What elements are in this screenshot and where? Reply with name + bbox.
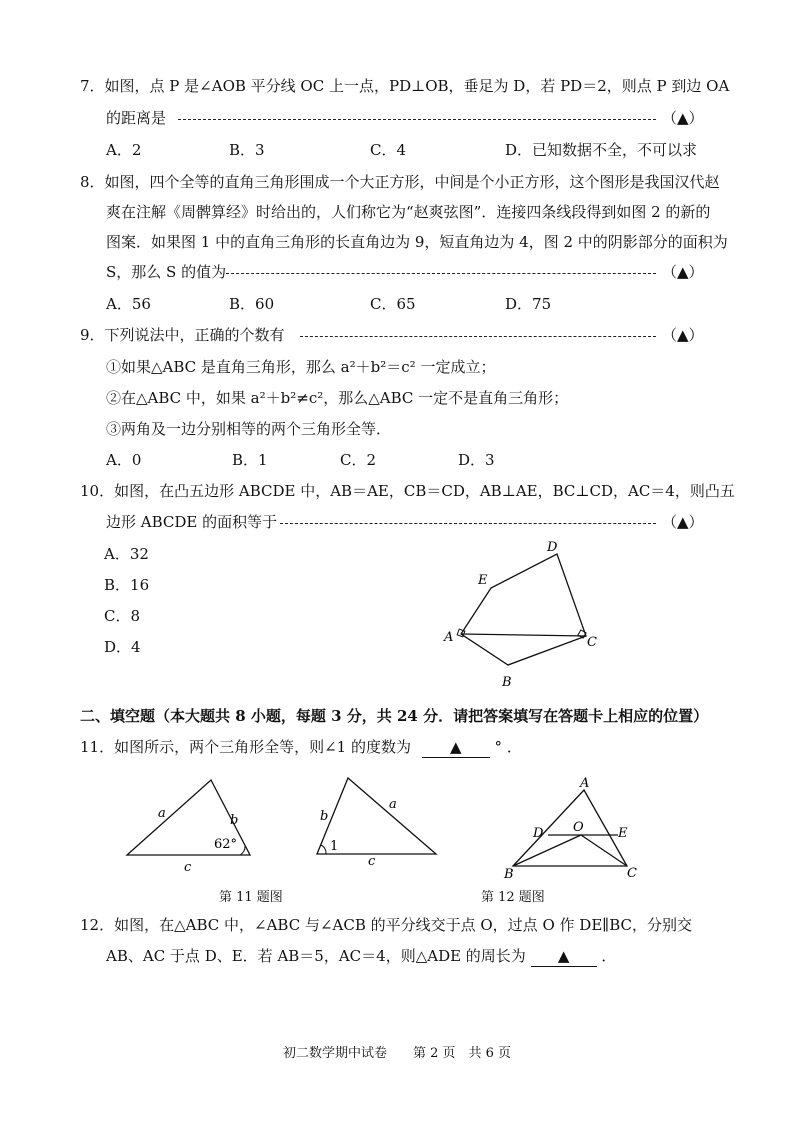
q10-option-c: C．8 [104,607,141,625]
q7-option-c: C．4 [370,141,407,159]
section-2-heading: 二、填空题（本大题共 8 小题，每题 3 分，共 24 分．请把答案填写在答题卡上相应的位置） [80,707,709,725]
q9-option-a: A．0 [106,451,142,469]
q8-option-c: C．65 [370,295,416,313]
q12-triangle-figure [500,774,650,884]
q11-answer-blank: ▲ [422,737,490,758]
q10-label-b: B [502,675,512,690]
q7-option-b: B．3 [229,141,265,159]
q11-tri2-label-a: a [389,797,397,812]
q11-text [80,737,522,758]
q11-caption: 第 11 题图 [219,890,283,905]
q11-tri1-label-a: a [158,806,166,821]
q8-line1: 8．如图，四个全等的直角三角形围成一个大正方形，中间是个小正方形，这个图形是我国汉代赵 [80,173,720,191]
q9-statement-1: ①如果△ABC 是直角三角形，那么 a²＋b²＝c² 一定成立； [106,358,496,376]
q12-label-d: D [533,826,544,841]
q9-option-c: C．2 [340,451,377,469]
q9-dash [300,336,656,337]
q10-label-c: C [587,635,597,650]
q8-option-b: B．60 [229,295,275,313]
q7-line2: 的距离是 [106,109,167,127]
q9-statement-2: ②在△ABC 中，如果 a²＋b²≠c²，那么△ABC 一定不是直角三角形； [106,389,569,407]
q12-line2-end: ． [601,947,617,965]
q10-option-b: B．16 [104,576,150,594]
q10-pentagon-figure [440,538,610,698]
q8-answer-mark: （▲） [662,263,704,281]
q10-option-d: D．4 [104,638,141,656]
q8-line2: 爽在注解《周髀算经》时给出的，人们称它为“赵爽弦图”．连接四条线段得到如图 2 的新的 [106,203,711,221]
q12-label-c: C [627,866,637,881]
q12-label-a: A [580,776,590,791]
q10-answer-mark: （▲） [662,513,704,531]
q8-option-d: D．75 [505,295,552,313]
q11-tri1-label-c: c [184,860,192,875]
q10-line2: 边形 ABCDE 的面积等于 [106,513,278,531]
q7-answer-mark: （▲） [662,109,704,127]
q7-dash [178,119,656,120]
page-footer: 初二数学期中试卷 第 2 页 共 6 页 [282,1046,512,1061]
q11-tri2-label-c: c [368,854,376,869]
q8-option-a: A．56 [106,295,151,313]
q12-caption: 第 12 题图 [481,890,545,905]
q7-line1: 7．如图，点 P 是∠AOB 平分线 OC 上一点，PD⊥OB，垂足为 D，若 PD＝2，则点 P 到边 OA [80,77,730,95]
q11-triangle-1 [124,772,264,875]
q11-prompt: 11．如图所示，两个三角形全等，则∠1 的度数为 [80,738,411,756]
q8-line4: S，那么 S 的值为 [106,263,227,281]
q12-line2-text: AB、AC 于点 D、E．若 AB＝5，AC＝4，则△ADE 的周长为 [106,947,526,965]
q11-tri2-angle: 1 [330,839,339,854]
q10-label-d: D [547,540,558,555]
q11-tri1-angle: 62° [214,837,238,852]
q9-statement-3: ③两角及一边分别相等的两个三角形全等． [106,420,392,438]
q10-line1: 10．如图，在凸五边形 ABCDE 中，AB＝AE，CB＝CD，AB⊥AE，BC⊥CD，AC＝4，则凸五 [80,482,735,500]
q8-dash [226,273,656,274]
q10-label-e: E [478,573,488,588]
q11-tri2-label-b: b [320,809,329,824]
q12-label-o: O [573,820,584,835]
q10-label-a: A [444,630,454,645]
q10-option-a: A．32 [104,545,149,563]
q12-line1: 12．如图，在△ABC 中，∠ABC 与∠ACB 的平分线交于点 O，过点 O 作 DE∥BC，分别交 [80,916,692,934]
q7-option-d: D．已知数据不全，不可以求 [505,141,698,159]
q12-line2 [106,946,616,967]
q12-answer-blank: ▲ [531,946,597,967]
q11-tri1-label-b: b [230,813,239,828]
q12-label-b: B [504,867,514,882]
q8-line3: 图案．如果图 1 中的直角三角形的长直角边为 9，短直角边为 4，图 2 中的阴影部分的面积为 [106,233,728,251]
q10-dash [280,523,656,524]
q12-label-e: E [618,826,628,841]
q9-option-d: D．3 [458,451,495,469]
q11-triangle-2 [312,772,442,872]
q9-line1: 9．下列说法中，正确的个数有 [80,326,285,344]
q9-option-b: B．1 [232,451,268,469]
q9-answer-mark: （▲） [662,326,704,344]
q11-suffix: ° ． [494,738,522,756]
q7-option-a: A．2 [106,141,142,159]
